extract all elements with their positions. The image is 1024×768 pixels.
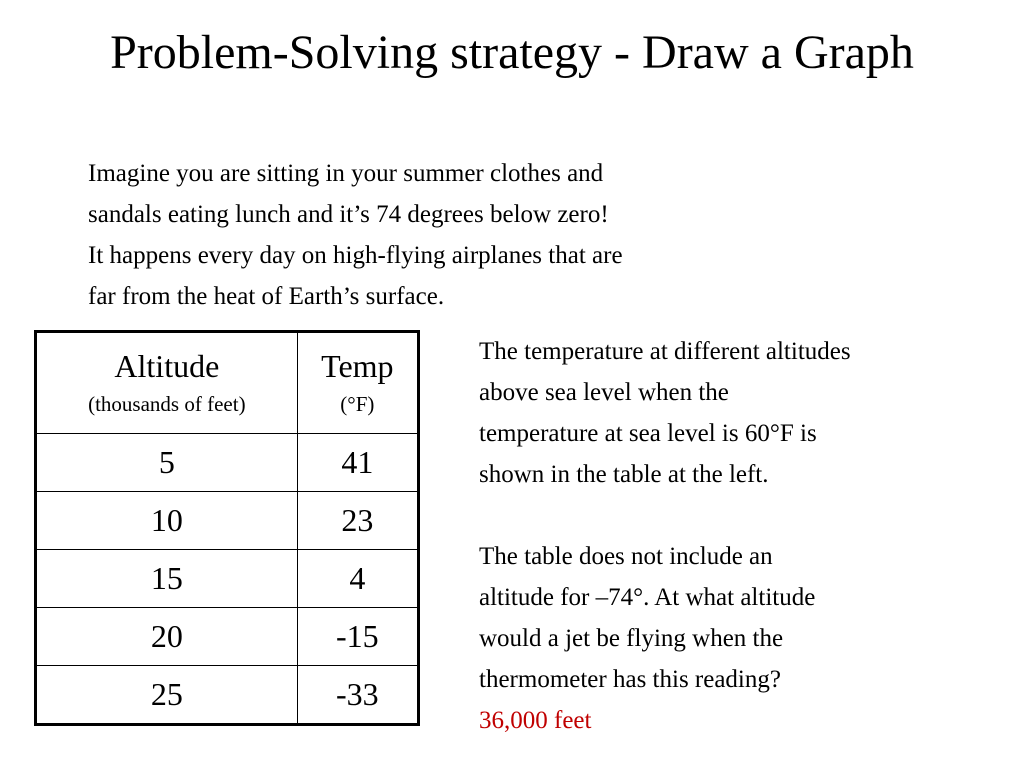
table-row xyxy=(36,608,419,666)
temp-cell: 23 xyxy=(297,492,418,550)
temp-cell: -15 xyxy=(297,608,418,666)
table-row xyxy=(36,666,419,725)
altitude-header-label: Altitude xyxy=(114,348,220,384)
paragraph2-line: The table does not include an xyxy=(479,543,773,570)
table-row xyxy=(36,434,419,492)
paragraph1-line: temperature at sea level is 60°F is xyxy=(479,420,817,447)
paragraph1-line: shown in the table at the left. xyxy=(479,461,769,488)
intro-paragraph xyxy=(88,153,848,317)
intro-line: It happens every day on high-flying airplanes that are xyxy=(88,242,623,269)
intro-line: sandals eating lunch and it’s 74 degrees below zero! xyxy=(88,201,609,228)
temp-cell: -33 xyxy=(297,666,418,725)
intro-line: Imagine you are sitting in your summer clothes and xyxy=(88,160,604,187)
altitude-header xyxy=(36,332,298,434)
temp-header xyxy=(297,332,418,434)
table-row xyxy=(36,492,419,550)
altitude-header-unit: (thousands of feet) xyxy=(88,392,246,416)
temp-cell: 4 xyxy=(297,550,418,608)
altitude-temperature-table xyxy=(34,330,420,726)
paragraph-spacer xyxy=(479,495,1009,536)
paragraph1-line: The temperature at different altitudes xyxy=(479,338,851,365)
temp-cell: 41 xyxy=(297,434,418,492)
table-header-row xyxy=(36,332,419,434)
paragraph1-line: above sea level when the xyxy=(479,379,729,406)
altitude-cell: 20 xyxy=(36,608,298,666)
temp-header-label: Temp xyxy=(321,348,394,384)
altitude-cell: 15 xyxy=(36,550,298,608)
slide-title: Problem-Solving strategy - Draw a Graph xyxy=(110,26,914,79)
paragraph2-line: thermometer has this reading? xyxy=(479,666,781,693)
altitude-cell: 25 xyxy=(36,666,298,725)
altitude-cell: 10 xyxy=(36,492,298,550)
paragraph2-line: altitude for –74°. At what altitude xyxy=(479,584,816,611)
altitude-cell: 5 xyxy=(36,434,298,492)
intro-line: far from the heat of Earth’s surface. xyxy=(88,283,445,310)
temp-header-unit: (°F) xyxy=(340,392,375,416)
table-row xyxy=(36,550,419,608)
answer-text: 36,000 feet xyxy=(479,707,592,734)
explanation-text xyxy=(479,331,1009,741)
paragraph2-line: would a jet be flying when the xyxy=(479,625,784,652)
